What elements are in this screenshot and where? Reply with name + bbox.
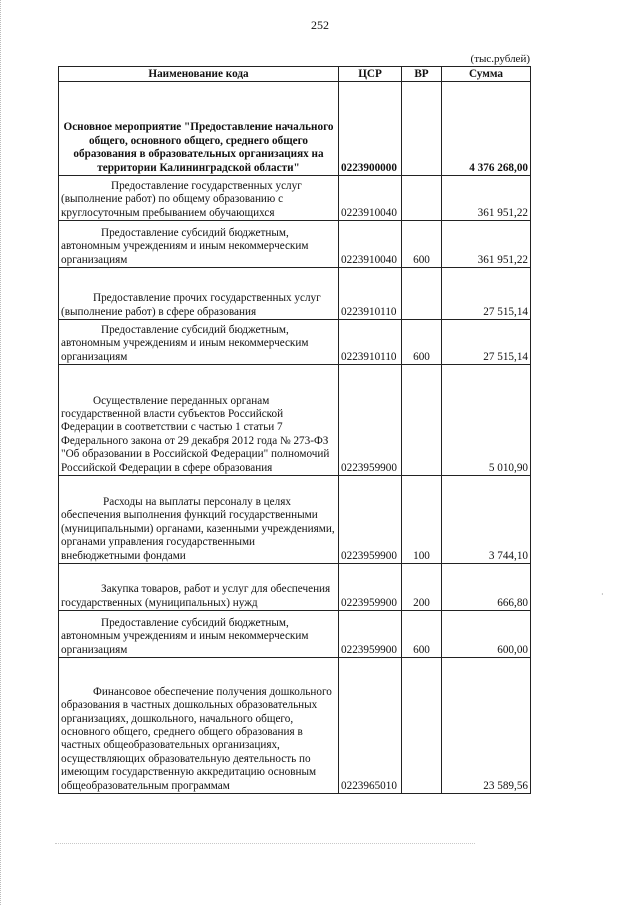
row-vr: 600 <box>402 320 442 365</box>
table-row <box>59 611 531 658</box>
row-vr <box>402 82 442 176</box>
table-row <box>59 320 531 365</box>
row-name: Осуществление переданных органам государственной власти субъектов Российской Федерации в соответствии с частью 1 статьи 7 Федерального закона от 29 декабря 2012 года № 273-ФЗ "Об образовании в Российской Федерации" полномочий Российской Федерации в сфере образования <box>59 365 339 476</box>
row-vr: 600 <box>402 611 442 658</box>
row-csr: 0223910110 <box>339 268 402 320</box>
row-csr: 0223900000 <box>339 82 402 176</box>
row-csr: 0223910040 <box>339 221 402 268</box>
row-vr: 600 <box>402 221 442 268</box>
table-row <box>59 82 531 176</box>
row-name: Предоставление государственных услуг (выполнение работ) по общему образованию с круглосуточным пребыванием обучающихся <box>59 176 339 221</box>
row-csr: 0223959900 <box>339 476 402 564</box>
row-sum: 4 376 268,00 <box>442 82 531 176</box>
table-row <box>59 564 531 611</box>
row-csr: 0223910110 <box>339 320 402 365</box>
table-row <box>59 658 531 794</box>
table-row <box>59 268 531 320</box>
scan-speck: · <box>601 590 604 599</box>
row-name: Закупка товаров, работ и услуг для обеспечения государственных (муниципальных) нужд <box>59 564 339 611</box>
scan-bottom-noise <box>55 843 475 845</box>
row-csr: 0223959900 <box>339 611 402 658</box>
row-vr: 100 <box>402 476 442 564</box>
row-name: Основное мероприятие "Предоставление начального общего, основного общего, среднего общего образования в образовательных организациях на территории Калининградской области" <box>59 82 339 176</box>
row-sum: 600,00 <box>442 611 531 658</box>
row-name: Предоставление субсидий бюджетным, автономным учреждениям и иным некоммерческим организациям <box>59 221 339 268</box>
row-vr <box>402 365 442 476</box>
budget-table <box>58 66 531 794</box>
row-vr <box>402 658 442 794</box>
header-csr: ЦСР <box>339 67 402 82</box>
header-vr: ВР <box>402 67 442 82</box>
row-sum: 3 744,10 <box>442 476 531 564</box>
row-vr <box>402 268 442 320</box>
table-row <box>59 365 531 476</box>
row-sum: 23 589,56 <box>442 658 531 794</box>
row-name: Предоставление прочих государственных услуг (выполнение работ) в сфере образования <box>59 268 339 320</box>
scan-left-edge <box>0 0 7 905</box>
table-row <box>59 476 531 564</box>
row-sum: 361 951,22 <box>442 221 531 268</box>
header-name: Наименование кода <box>59 67 339 82</box>
row-sum: 5 010,90 <box>442 365 531 476</box>
row-vr <box>402 176 442 221</box>
units-label: (тыс.рублей) <box>470 53 530 65</box>
row-name: Предоставление субсидий бюджетным, автономным учреждениям и иным некоммерческим организациям <box>59 320 339 365</box>
table-header-row <box>59 67 531 82</box>
row-sum: 666,80 <box>442 564 531 611</box>
row-csr: 0223959900 <box>339 564 402 611</box>
page-number: 252 <box>311 18 329 32</box>
header-sum: Сумма <box>442 67 531 82</box>
row-csr: 0223965010 <box>339 658 402 794</box>
row-name: Предоставление субсидий бюджетным, автономным учреждениям и иным некоммерческим организациям <box>59 611 339 658</box>
row-name: Финансовое обеспечение получения дошкольного образования в частных дошкольных образовательных организациях, дошкольного, начального общего, основного общего, среднего общего образования в частных общеобразовательных организациях, осуществляющих образовательную деятельность по имеющим государственную аккредитацию основным общеобразовательным программам <box>59 658 339 794</box>
table-row <box>59 176 531 221</box>
row-csr: 0223959900 <box>339 365 402 476</box>
row-sum: 361 951,22 <box>442 176 531 221</box>
row-vr: 200 <box>402 564 442 611</box>
row-sum: 27 515,14 <box>442 320 531 365</box>
table-row <box>59 221 531 268</box>
row-name: Расходы на выплаты персоналу в целях обеспечения выполнения функций государственными (муниципальными) органами, казенными учреждениями, органами управления государственными внебюджетными фондами <box>59 476 339 564</box>
row-sum: 27 515,14 <box>442 268 531 320</box>
row-csr: 0223910040 <box>339 176 402 221</box>
